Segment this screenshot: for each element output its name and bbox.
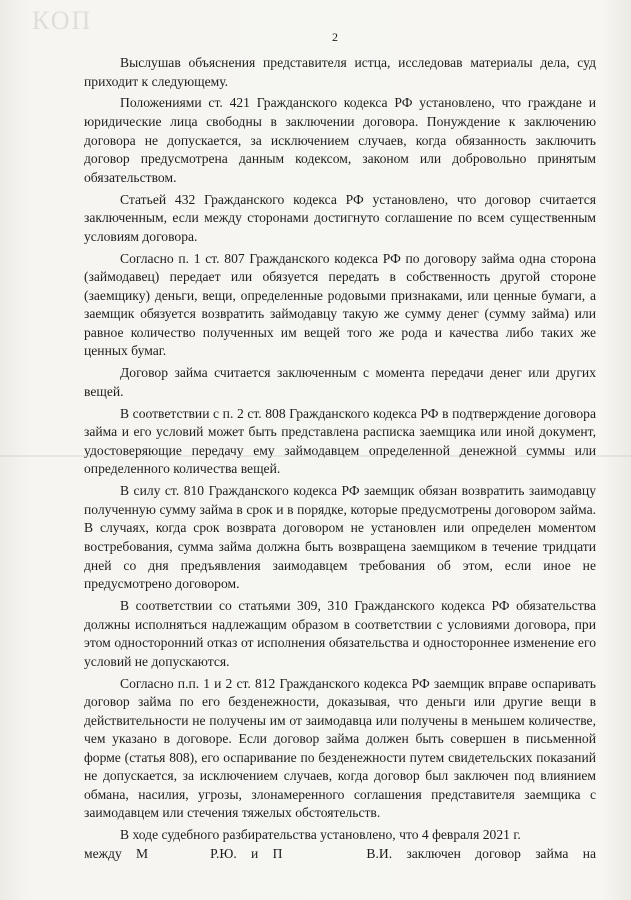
paragraph: Статьей 432 Гражданского кодекса РФ установлено, что договор считается заключенным, если между сторонами достигнуто соглашение по всем существенным условиям договора. (84, 191, 596, 244)
paragraph: Договор займа считается заключенным с момента передачи денег или других вещей. (84, 365, 596, 399)
final-paragraph-line2 (84, 845, 596, 864)
party-1-initials: Р.Ю. и П (210, 845, 283, 861)
page-number: 2 (332, 30, 338, 44)
final-paragraph-line1: В ходе судебного разбирательства установлено, что 4 февраля 2021 г. (120, 827, 521, 843)
party-2-initials: В.И. заключен договор займа на (366, 845, 597, 861)
document-body (84, 54, 596, 863)
paragraph: Выслушав объяснения представителя истца, исследовав материалы дела, суд приходит к следующему. (84, 55, 596, 89)
paragraph: Положениями ст. 421 Гражданского кодекса РФ установлено, что граждане и юридические лица свободны в заключении договора. Понуждение к заключению договора не допускается, за исключением случаев, когда обязанность заключить договор предусмотрена данным кодексом, законом или добровольно принятым обязательством. (84, 95, 596, 185)
paragraph: Согласно п.п. 1 и 2 ст. 812 Гражданского кодекса РФ заемщик вправе оспаривать договор займа по его безденежности, доказывая, что деньги или другие вещи в действительности не получены им от заимодавца или получены в меньшем количестве, чем указано в договоре. Если договор займа должен быть совершен в письменной форме (статья 808), его оспаривание по безденежности путем свидетельских показаний не допускается, за исключением случаев, когда договор был заключен под влиянием обмана, насилия, угрозы, злонамеренного соглашения представителя заемщика с заимодавцем или стечения тяжелых обстоятельств. (84, 675, 596, 821)
final-paragraph (84, 826, 596, 845)
paragraph: Согласно п. 1 ст. 807 Гражданского кодекса РФ по договору займа одна сторона (займодавец) передает или обязуется передать в собственность другой стороне (заемщику) деньги, вещи, определенные родовыми признаками, или ценные бумаги, а заемщик обязуется возвратить займодавцу такую же сумму денег (сумму займа) или равное количество полученных им вещей того же рода и качества либо таких же ценных бумаг. (84, 250, 596, 359)
paragraph: В соответствии с п. 2 ст. 808 Гражданского кодекса РФ в подтверждение договора займа и его условий может быть представлена расписка заемщика или иной документ, удостоверяющие передачу ему займодавцем определенной денежной суммы или определенного количества вещей. (84, 405, 596, 477)
ghost-header-text: КОП (32, 6, 93, 35)
paragraph: В соответствии со статьями 309, 310 Гражданского кодекса РФ обязательства должны исполняться надлежащим образом в соответствии с условиями договора, при этом односторонний отказ от исполнения обязательства и одностороннее изменение его условий не допускаются. (84, 598, 596, 669)
paragraph: В силу ст. 810 Гражданского кодекса РФ заемщик обязан возвратить заимодавцу полученную сумму займа в срок и в порядке, которые предусмотрены договором займа. В случаях, когда срок возврата договором не установлен или определен моментом востребования, сумма займа должна быть возвращена заемщиком в течение тридцати дней со дня предъявления заимодавцем требования об этом, если иное не предусмотрено договором. (84, 483, 596, 592)
party-1-prefix: между М (84, 845, 149, 861)
